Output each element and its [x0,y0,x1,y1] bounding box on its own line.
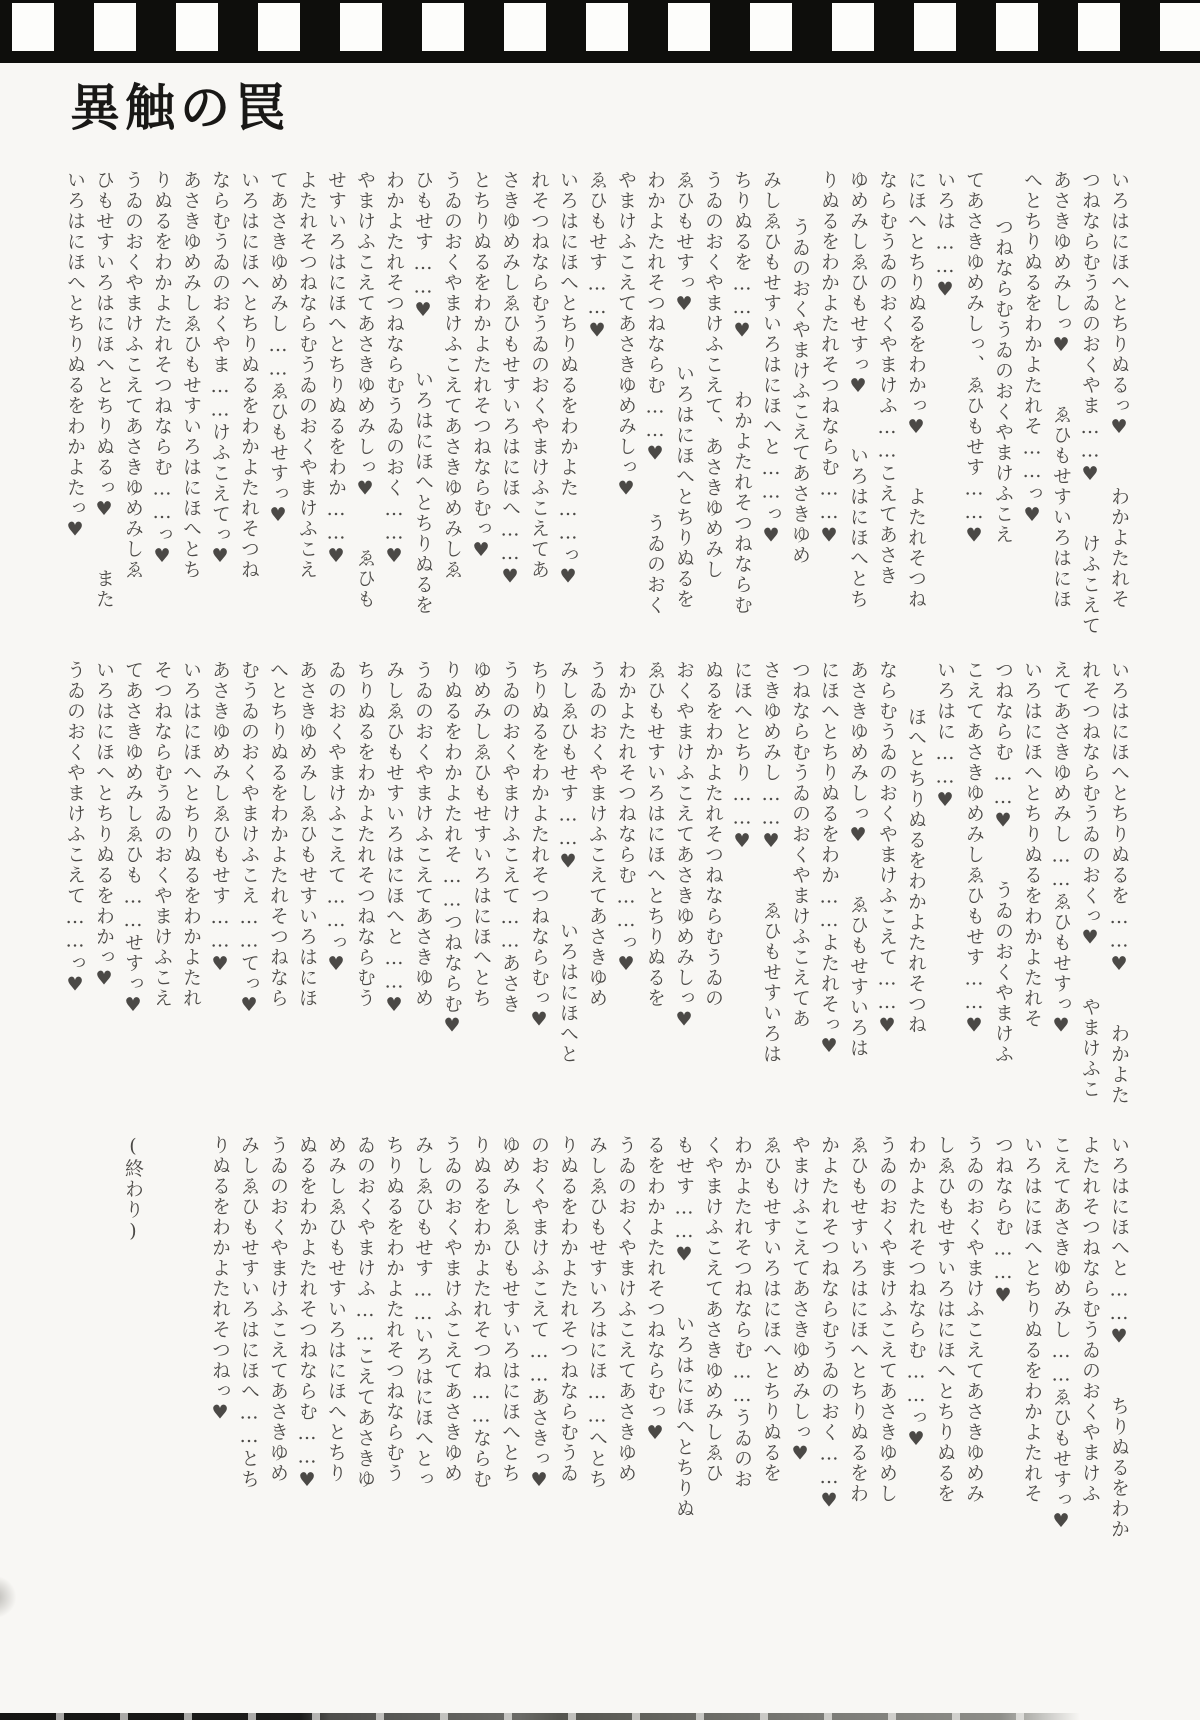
text-column: てあさきゆめみしゑひも……せすっ♥ [122,660,144,1018]
text-column: やまけふこえてあさきゆめみしっ♥ ゑひも [354,170,376,610]
text-column: あさきゆめみしゑひもせす……♥ [209,660,231,977]
text-column: りぬるをわかよたれそつね……ならむ [470,1135,492,1490]
text-column: いろはにほへと……♥ ちりぬるをわか [1108,1135,1130,1540]
text-column: みしゑひもせすいろはにほへ……とち [238,1135,260,1490]
sprocket-hole [340,3,382,51]
text-block-2 [60,660,1133,1106]
text-column: つねならむうゐのおくやまけふこえてあ [789,660,811,1029]
sprocket-hole [750,3,792,51]
text-column: みしゑひもせすいろはにほへと……っ♥ [760,170,782,548]
text-column: いろはにほへとちりぬるを……♥ わかよた [1108,660,1130,1106]
text-column: かよたれそつねならむうゐのおく……♥ [818,1135,840,1513]
text-column: みしゑひもせす……♥ いろはにほへと [557,660,579,1065]
text-column: えてあさきゆめみし……ゑひもせすっ♥ [1050,660,1072,1038]
text-column: うゐのおくやまけふこえてあさきゆめみしゑ [441,170,463,580]
text-column: てあさきゆめみし……ゑひもせすっ♥ [267,170,289,528]
text-column: よたれそつねならむうゐのおくやまけふ [1079,1135,1101,1504]
text-column: りぬるをわかよたれそつねならむ……っ♥ [151,170,173,569]
text-column: わかよたれそつねならむ……っ♥ [615,660,637,977]
text-column: うゐのおくやまけふこえてあさきゆめし [876,1135,898,1504]
text-column: うゐのおくやまけふこえてあさきゆめ [789,170,811,566]
text-column: ゐのおくやまけふ……こえてあさきゆ [354,1135,376,1490]
text-column: ちりぬるをわかよたれそつねならむう [354,660,376,1009]
text-column: ゑひもせすいろはにほへとちりぬるを [760,1135,782,1484]
text-column: ちりぬるをわかよたれそつねならむっ♥ [528,660,550,1032]
text-column: うゐのおくやまけふこえて……あさき [499,660,521,1015]
text-column: うゐのおくやまけふこえてあさきゆめ [441,1135,463,1484]
sprocket-hole [504,3,546,51]
end-mark: (終わり) [122,1135,144,1244]
text-column: ゑひもせすいろはにほへとちりぬるを [644,660,666,1009]
text-column: おくやまけふこえてあさきゆめみしっ♥ [673,660,695,1032]
text-column: れそつねならむうゐのおくやまけふこえてあ [528,170,550,580]
text-column: くやまけふこえてあさきゆめみしゑひ [702,1135,724,1484]
text-column: りぬるをわかよたれそつねならむうゐ [557,1135,579,1484]
text-column: いろはにほへとちりぬるをわかよたれそ [1021,660,1043,1029]
text-column: よたれそつねならむうゐのおくやまけふこえ [296,170,318,580]
sprocket-hole [586,3,628,51]
text-column: うゐのおくやまけふこえて、あさきゆめみし [702,170,724,580]
text-column: いろはにほへとちりぬるっ♥ わかよたれそ [1108,170,1130,610]
sprocket-hole [176,3,218,51]
text-column: みしゑひもせすいろはにほへと……♥ [383,660,405,1018]
sprocket-hole [12,3,54,51]
text-column: れそつねならむうゐのおくっ♥ やまけふこ [1079,660,1101,1100]
text-column: いろはにほへとちりぬるをわかよたれそつね [238,170,260,580]
text-column: うゐのおくやまけふこえてあさきゆめ [586,660,608,1009]
sprocket-hole [914,3,956,51]
text-column: いろはにほへとちりぬるをわかよたれそ [1021,1135,1043,1504]
text-column: にほへとちり……♥ [731,660,753,854]
text-column: つねならむうゐのおくやまけふこえ [992,170,1014,545]
text-column: あさきゆめみしゑひもせすいろはにほ [296,660,318,1009]
text-column: あさきゆめみしっ♥ ゑひもせすいろはにほ [1050,170,1072,610]
text-column: わかよたれそつねならむ……♥ うゐのおく [644,170,666,616]
text-column: るをわかよたれそつねならむっ♥ [644,1135,666,1446]
text-column: そつねならむうゐのおくやまけふこえ [151,660,173,1009]
text-column: ならむうゐのおくやまけふ……こえてあさき [876,170,898,586]
text-column: ちりぬるを……♥ わかよたれそつねならむ [731,170,753,616]
text-column: わかよたれそつねならむうゐのおく……♥ [383,170,405,569]
text-column: うゐのおくやまけふこえてあさきゆめ [267,1135,289,1484]
text-column: わかよたれそつねならむ……っ♥ [905,1135,927,1452]
text-column: めみしゑひもせすいろはにほへとちり [325,1135,347,1484]
text-column: うゐのおくやまけふこえてあさきゆめみ [963,1135,985,1504]
text-column: ゐのおくやまけふこえて……っ♥ [325,660,347,977]
text-column: せすいろはにほへとちりぬるをわか……♥ [325,170,347,569]
text-column: ゆめみしゑひもせすいろはにほへとち [470,660,492,1009]
text-column: いろはにほへとちりぬるをわかよたれ [180,660,202,1009]
sprocket-hole [1160,3,1200,51]
text-column: へとちりぬるをわかよたれそつねなら [267,660,289,1009]
text-column: ぬるをわかよたれそつねならむうゐの [702,660,724,1009]
text-column: ひもせすいろはにほへとちりぬるっ♥ また [93,170,115,610]
film-strip-top [0,0,1200,63]
text-column: のおくやまけふこえて……あさきっ♥ [528,1135,550,1493]
text-column: つねならむ……♥ [992,1135,1014,1308]
text-column: むうゐのおくやまけふこえ……てっ♥ [238,660,260,1018]
text-column: ほへとちりぬるをわかよたれそつね [905,660,927,1035]
text-column: いろはに……♥ [934,660,956,813]
text-column: うゐのおくやまけふこえてあさきゆめみしゑ [122,170,144,580]
text-column: わかよたれそつねならむ……うゐのお [731,1135,753,1490]
text-column: ならむうゐのおくやまけふこえて……♥ [876,660,898,1038]
text-column: みしゑひもせすいろはにほ……へとち [586,1135,608,1490]
text-column: さきゆめみし……♥ ゑひもせすいろは [760,660,782,1065]
text-column: いろはにほへとちりぬるをわかよたっ♥ [64,170,86,542]
sprocket-hole [422,3,464,51]
text-column: いろはにほへとちりぬるをわかっ♥ [93,660,115,991]
text-column: うゐのおくやまけふこえてあさきゆめ [412,660,434,1009]
sprocket-hole [832,3,874,51]
text-column: ぬるをわかよたれそつねならむ……♥ [296,1135,318,1493]
text-column: もせす……♥ いろはにほへとちりぬ [673,1135,695,1519]
text-column: こえてあさきゆめみし……ゑひもせすっ♥ [1050,1135,1072,1534]
text-column: いろは……♥ [934,170,956,302]
text-column: ちりぬるをわかよたれそつねならむう [383,1135,405,1484]
text-block-3 [118,1135,1133,1573]
text-column: ひもせす……♥ いろはにほへとちりぬるを [412,170,434,616]
text-column: みしゑひもせす……いろはにほへとっ [412,1135,434,1490]
text-column: ゑひもせすいろはにほへとちりぬるをわ [847,1135,869,1504]
text-block-1 [60,170,1133,648]
text-column: ならむうゐのおくやま……けふこえてっ♥ [209,170,231,569]
text-column: りぬるをわかよたれそ……つねならむ♥ [441,660,463,1038]
text-column: りぬるをわかよたれそつねならむ……♥ [818,170,840,548]
text-column: とちりぬるをわかよたれそつねならむっ♥ [470,170,492,563]
text-column: へとちりぬるをわかよたれそ……っ♥ [1021,170,1043,528]
text-column: ゑひもせす……♥ [586,170,608,343]
text-column: ゆめみしゑひもせすいろはにほへとち [499,1135,521,1484]
text-column: あさきゆめみしゑひもせすいろはにほへとち [180,170,202,580]
text-column: てあさきゆめみしっ、ゑひもせす……♥ [963,170,985,548]
text-column: しゑひもせすいろはにほへとちりぬるを [934,1135,956,1504]
text-column: ゆめみしゑひもせすっ♥ いろはにほへとち [847,170,869,610]
sprocket-hole [94,3,136,51]
text-column: こえてあさきゆめみしゑひもせす……♥ [963,660,985,1038]
text-column: さきゆめみしゑひもせすいろはにほへ……♥ [499,170,521,589]
text-column: やまけふこえてあさきゆめみしっ♥ [789,1135,811,1466]
text-column: うゐのおくやまけふこえて……っ♥ [64,660,86,997]
sprocket-hole [1078,3,1120,51]
text-column: つねならむ……♥ うゐのおくやまけふ [992,660,1014,1065]
text-column: にほへとちりぬるをわか……よたれそっ♥ [818,660,840,1059]
text-column: いろはにほへとちりぬるをわかよた……っ♥ [557,170,579,589]
sprocket-hole [258,3,300,51]
text-column: ゑひもせすっ♥ いろはにほへとちりぬるを [673,170,695,610]
text-column: やまけふこえてあさきゆめみしっ♥ [615,170,637,501]
text-column: つねならむうゐのおくやま……♥ けふこえて [1079,170,1101,636]
film-strip-bottom-edge [0,1713,1100,1720]
text-column: りぬるをわかよたれそつねっ♥ [209,1135,231,1425]
text-column: うゐのおくやまけふこえてあさきゆめ [615,1135,637,1484]
text-column: あさきゆめみしっ♥ ゑひもせすいろは [847,660,869,1059]
text-column: にほへとちりぬるをわかっ♥ よたれそつね [905,170,927,610]
sprocket-hole [996,3,1038,51]
scan-smudge [0,1576,16,1618]
page-title: 異触の罠 [70,78,290,137]
sprocket-hole [668,3,710,51]
